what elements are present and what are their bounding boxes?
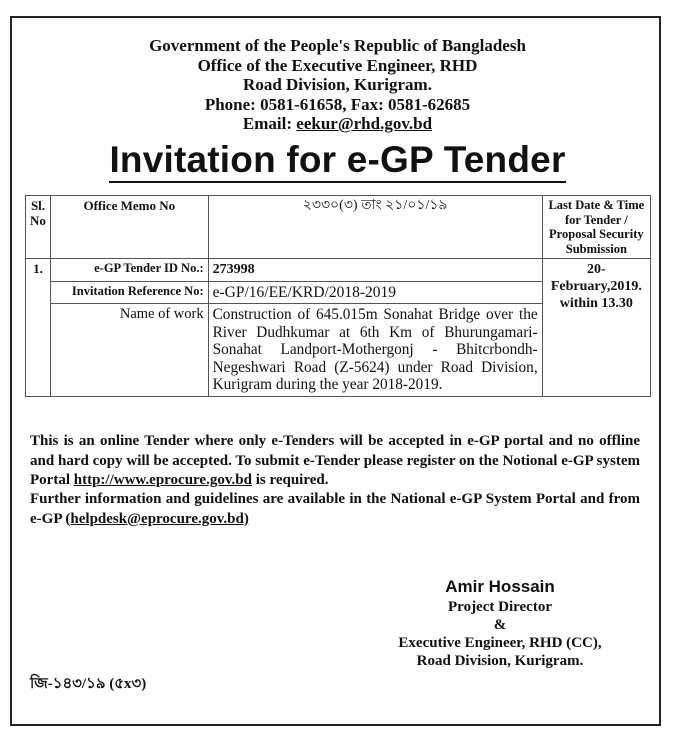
last-date: 20-February,2019.: [550, 262, 642, 294]
tender-id-value: 273998: [208, 259, 542, 282]
memo-number: ২৩৩০(৩) তাং ২১/০১/১৯: [208, 196, 542, 259]
signatory-title-1: Project Director: [448, 599, 552, 615]
table-header-row: [26, 196, 651, 259]
signatory-ampersand: &: [493, 617, 507, 633]
work-description: Construction of 645.015m Sonahat Bridge over the River Dudhkumar at 6th Km of Bhurungamari-Sonahat Landport-Mothergonj - Bhitcrbondh-Negeshwari Road (Z-5624) under Road Division, Kurigram during the year 2018-2019.: [208, 304, 542, 397]
government-line: Government of the People's Republic of Bangladesh: [149, 36, 526, 55]
header-last-date: Last Date & Time for Tender / Proposal Security Submission: [542, 196, 650, 259]
header-office-memo: Office Memo No: [50, 196, 208, 259]
notice-text: This is an online Tender where only e-Tenders will be accepted in e-GP portal and no offline and hard copy will be accepted. To submit e-Tender please register on the Notional e-GP system Portal: [30, 433, 640, 488]
email-line: [0, 114, 675, 134]
office-header: [0, 36, 675, 134]
helpdesk-link[interactable]: (helpdesk@eprocure.gov.bd): [65, 510, 249, 527]
title-text: Invitation for e-GP Tender: [109, 139, 565, 183]
info-text: Further information and guidelines are available in the National e-GP System Portal and from e-GP: [30, 491, 640, 527]
row-sl: 1.: [26, 259, 51, 282]
signatory-title-3: Road Division, Kurigram.: [416, 653, 584, 669]
ad-code: জি-১৪৩/১৯ (৫x৩): [30, 676, 147, 692]
further-info-notice: [30, 490, 640, 529]
reference-label: Invitation Reference No:: [50, 281, 208, 304]
phone-fax-line: Phone: 0581-61658, Fax: 0581-62685: [204, 94, 471, 114]
empty-cell: [26, 281, 51, 304]
tender-id-label: e-GP Tender ID No.:: [50, 259, 208, 282]
page-title: [0, 138, 675, 182]
email-link[interactable]: eekur@rhd.gov.bd: [296, 114, 433, 133]
signatory-title-2: Executive Engineer, RHD (CC),: [398, 635, 602, 651]
division-line: Road Division, Kurigram.: [243, 75, 432, 94]
notice-tail: is required.: [251, 472, 329, 488]
eprocure-link[interactable]: http://www.eprocure.gov.bd: [73, 472, 252, 488]
table-row: [26, 259, 651, 282]
work-label: Name of work: [50, 304, 208, 397]
empty-cell: [26, 304, 51, 397]
tender-table: [25, 195, 651, 397]
office-line: Office of the Executive Engineer, RHD: [197, 55, 478, 75]
signatory-name: Amir Hossain: [445, 577, 555, 596]
signature-block: [360, 576, 640, 670]
email-label: Email:: [242, 114, 297, 133]
header-sl-no: Sl. No: [26, 196, 51, 259]
online-tender-notice: [30, 432, 640, 491]
last-time: within 13.30: [559, 296, 633, 311]
reference-value: e-GP/16/EE/KRD/2018-2019: [208, 281, 542, 304]
last-date-cell: [542, 259, 650, 397]
